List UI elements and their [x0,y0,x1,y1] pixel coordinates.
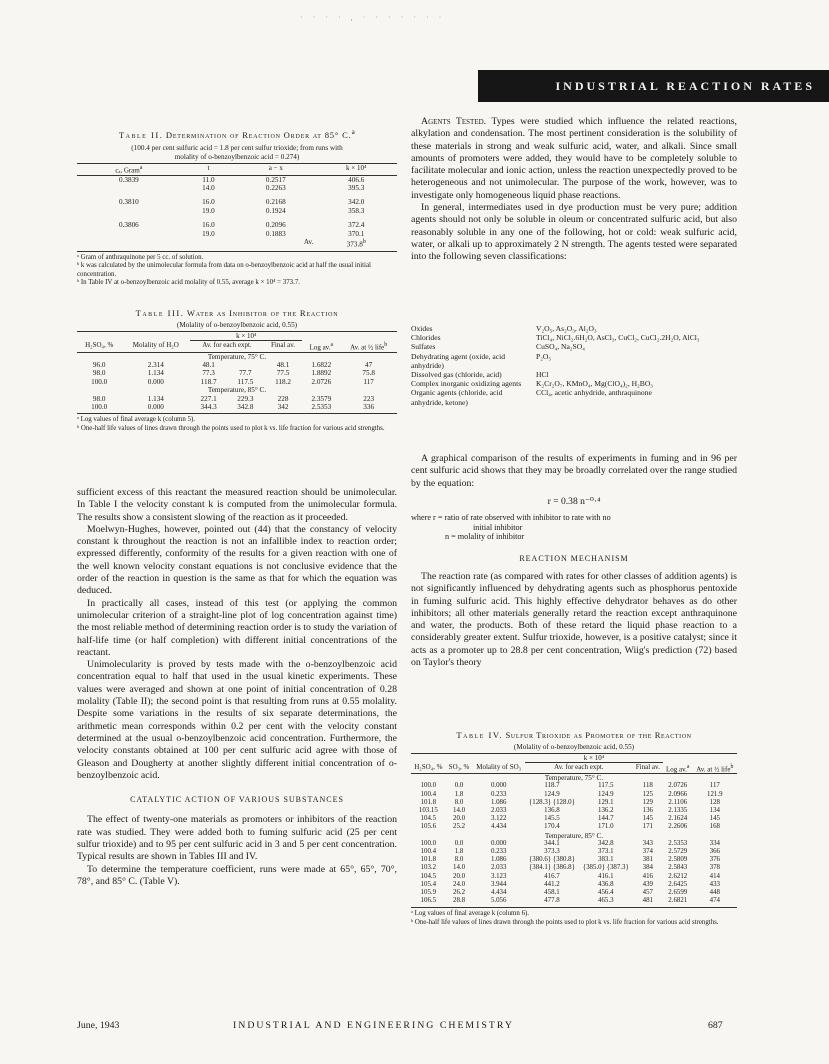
table-cell: 25.2 [453,823,466,831]
temperature-label: Temperature, 85° C. [207,386,267,395]
col-head: Av. for each expt. [554,763,604,772]
table-iii-subnote: (Molality of o-benzoylbenzoic acid, 0.55) [176,321,298,329]
table-cell: 26.2 [453,889,466,897]
table-cell: 2.5843 [668,864,688,872]
table-cell: 414 [709,872,720,880]
table-cell: 2.6425 [668,880,688,888]
table-cell: 2.1624 [668,815,688,823]
table-ii-caption: Determination of Reaction Order at 85° C. [165,129,352,140]
paragraph-lead: Agents Tested. [421,116,487,127]
col-head: Log av.$^a$ [309,341,334,352]
table-average-row [77,238,397,249]
list-item: Organic agents (chloride, acid anhydride, ketone) CCl₄, acetic anhydride, anthraquinone [411,388,652,407]
table-cell: 0.233 [490,848,507,856]
table-cell: {384.1} {386.8} [528,864,575,872]
paragraph: In practically all cases, instead of this test (or applying the common unimolecular criterion of a straight-line plot of log concentration against time) the most reliable method of determining reaction order is to study the variation of half-life time (or half completion) with different initial concentrations of the reactant. [77,597,397,658]
paragraph: sufficient excess of this reactant the measured reaction should be unimolecular. In Table I the velocity constant k is computed from the unimolecular formula. The results show a consistent slowing of the reaction as it proceeded. [77,487,397,523]
table-cell: 448 [709,889,720,897]
table-cell: 134 [709,807,720,815]
table-row [411,823,737,831]
table-cell: 0.000 [490,782,507,790]
table-cell: 136.2 [598,807,614,815]
table-cell: 136.8 [544,807,560,815]
list-item: Dehydrating agent (oxide, acid anhydride) P₂O₅ [411,351,552,370]
table-cell: 481 [642,897,653,905]
table-row [411,864,737,872]
where-r-cont: initial inhibitor [473,522,523,532]
table-cell: 474 [709,897,720,905]
table-cell: 1.086 [490,856,507,864]
table-row [411,799,737,807]
table-cell: 101.8 [420,798,437,806]
table-cell: 384 [642,864,653,872]
table-cell: 100.0 [420,782,437,790]
col-head: H₂SO₄, % [414,762,443,771]
table-ii-col-head: t [207,163,210,172]
table-cell: 100.0 [420,839,437,847]
table-row: 14.0 0.2263 395.3 [202,184,365,192]
table-cell: 3.944 [490,880,507,888]
table-cell: 14.0 [453,864,466,872]
table-cell: 0.0 [454,839,464,847]
col-head: Molality of SO₃ [476,762,522,771]
table-cell: 5.056 [490,897,507,905]
table-cell: 2.033 [490,807,507,815]
table-cell: 168 [709,823,720,831]
table-row: 19.0 0.1924 358.3 [202,206,365,215]
table-cell: 124.9 [544,790,560,798]
table-cell: 117 [709,782,720,790]
paragraph: To determine the temperature coefficient, runs were made at 65°, 65°, 70°, 78°, and 85° C. (Table V). [77,863,397,887]
paragraph: The effect of twenty-one materials as promoters or inhibitors of the reaction rate was studied. They were added both to fuming sulfuric acid (25 per cent sulfur trioxide) and to 95 per cent sulfuric acid in 3 and 5 per cent concentration. Typical results are shown in Tables III and IV. [77,814,397,863]
paragraph: A graphical comparison of the results of experiments in fuming and in 96 per cent sulfuric acid shows that they may be broadly correlated over the range studied by the equation: [411,453,737,489]
table-cell: 1.8 [454,790,464,798]
list-item: Chlorides TiCl₄, NiCl₂.6H₂O, AsCl₃, CuCl₂, CuCl₂.2H₂O, AlCl₃ [411,333,700,343]
table-cell: 0.233 [490,790,507,798]
col-head: Final av. [635,763,660,772]
table-cell: 383.1 [598,856,614,864]
table-iv-subnote: (Molality of o-benzoylbenzoic acid, 0.55) [513,743,635,751]
table-cell: 378 [709,864,720,872]
table-cell: 2.0966 [668,790,688,798]
table-ii-subnote-2: molality of o-benzoylbenzoic acid = 0.274) [174,152,300,161]
table-iii-footnote: ᵃ Log values of final average k (column 5). [77,416,196,424]
table-cell: 2.5729 [668,848,688,856]
table-cell: 8.0 [454,798,464,806]
table-cell: 342.8 [598,839,614,847]
table-cell: 416.7 [544,872,560,880]
k-header: k × 10⁴ [190,332,302,341]
table-row [411,791,737,799]
table-row [411,889,737,897]
table-iv-grid [411,753,737,905]
table-cell: 2.5353 [668,839,688,847]
agents-list [411,324,737,407]
table-cell: 334 [709,839,720,847]
right-body-text [411,116,737,264]
table-cell: 456.4 [598,889,614,897]
table-cell: 2.0726 [668,782,688,790]
table-row: 98.0 1.134 227.1 229.3 228 2.3579 223 [92,394,375,403]
table-cell: 144.7 [598,815,614,823]
table-cell: 171 [642,823,653,831]
table-cell: {128.3} {128.0} [528,798,575,806]
table-cell: 381 [642,856,653,864]
table-cell: 118.7 [544,782,560,790]
table-ii-col-head: a − x [268,163,283,172]
table-ii-footnote: ᵇ k was calculated by the unimolecular formula from data on o-benzoylbenzoic acid at half the usual initial concentration. [77,262,371,278]
table-cell: 136 [642,807,653,815]
table-row [411,840,737,848]
table-cell: 433 [709,880,720,888]
table-row: 96.0 2.314 48.1 48.1 1.6822 47 [92,361,373,370]
table-iv-footnote: ᵃ Log values of final average k (column 6). [411,910,530,918]
table-cell: 3.122 [490,815,507,823]
table-cell: 416.1 [598,872,614,880]
table-cell: 373.3 [544,848,560,856]
right-body-text-2 [411,453,737,669]
table-cell: 4.434 [490,823,507,831]
paragraph: The reaction rate (as compared with rates for other classes of addition agents) is not significantly influenced by dehydrating agents such as phosphorus pentoxide in fuming sulfuric acid. This highly effective dehydrator behaves as do other inhibitors; all other materials generally retard the reaction except anthraquinone and water, the products. Both of these retard the liquid phase reaction to a considerably greater extent. Sulfur trioxide, however, is a positive catalyst; since it acts as a promoter up to 28.8 per cent concentration, Wiig's prediction (72) based on Taylor's theory [411,570,737,669]
paragraph: Agents Tested. Types were studied which influence the related reactions, alkylation and condensation. The most pertinent consideration is the solubility of these materials in strong and weak sulfuric acid, water, and alkali. Since small amounts of promoters were added, they would have to be completely soluble to facilitate molecular and ionic action, unless the reaction unexpectedly proved to be heterogeneous and not unimolecular. The purpose of the work, however, was to investigate only homogeneous liquid phase reactions. [411,116,737,201]
table-row: 98.0 1.134 77.3 77.7 77.5 1.8892 75.8 [92,369,375,378]
table-iii [77,308,397,433]
where-n: n = molality of inhibitor [445,532,525,542]
col-head: H₂SO₄, % [85,340,114,349]
table-cell: 100.4 [420,790,437,798]
table-cell: 121.9 [707,790,723,798]
running-title: INDUSTRIAL REACTION RATES [555,78,815,93]
temperature-label: Temperature, 75° C. [207,352,267,361]
table-ii-subnote-1: (100.4 per cent sulfuric acid = 1.8 per cent sulfur trioxide; from runs with [131,143,343,152]
table-cell: 3.123 [490,872,507,880]
col-head: SO₃, % [448,762,470,771]
table-iv [411,730,737,927]
table-cell: 2.2606 [668,823,688,831]
table-row [411,807,737,815]
table-cell: 2.033 [490,864,507,872]
table-cell: 477.8 [544,897,560,905]
footer-date: June, 1943 [77,1020,120,1031]
table-cell: 373.1 [598,848,614,856]
table-row: 19.0 0.1883 370.1 [202,229,365,238]
table-cell: 171.0 [598,823,614,831]
table-ii [77,128,397,287]
table-iii-grid [77,331,397,411]
table-cell: 103.2 [420,864,437,872]
table-cell: {385.0} {387.3} [582,864,629,872]
table-row: 0.3839 11.0 0.2517 406.6 [77,175,397,184]
table-row [411,856,737,864]
paragraph: Moelwyn-Hughes, however, pointed out (44) that the constancy of velocity constant k throughout the reaction is not an infallible index to reaction order; expressed differently, conformity of the results for a given reaction with one of the well known velocity constant equations is not conclusive evidence that the order of the reaction in question is the same as that for which the equation was deduced. [77,523,397,597]
table-iv-footnote: ᵇ One-half life values of lines drawn through the points used to plot k vs. life fraction for various acid strengths. [411,918,719,926]
table-cell: 128 [709,798,720,806]
scan-artifact: · · · · , · · · · · · · [300,13,446,22]
table-cell: 2.6212 [668,872,688,880]
table-cell: 343 [642,839,653,847]
table-cell: 104.5 [420,872,437,880]
table-row [411,897,737,905]
table-cell: 2.1106 [668,798,688,806]
table-cell: 458.1 [544,889,560,897]
running-header [478,70,829,102]
table-cell: 436.8 [598,880,614,888]
table-cell: 2.6821 [668,897,688,905]
table-row [411,873,737,881]
table-cell: 20.0 [453,815,466,823]
list-item: Dissolved gas (chloride, acid) HCl [411,370,549,380]
table-cell: 416 [642,872,653,880]
table-cell: 2.1335 [668,807,688,815]
table-cell: 118 [642,782,653,790]
k-header: k × 10⁴ [525,754,663,763]
table-cell: 4.434 [490,889,507,897]
table-cell: 129 [642,798,653,806]
table-cell: 8.0 [454,856,464,864]
table-cell: 117.5 [598,782,614,790]
table-cell: 105.6 [420,823,437,831]
table-cell: 374 [642,848,653,856]
table-cell: 106.5 [420,897,437,905]
section-heading: CATALYTIC ACTION OF VARIOUS SUBSTANCES [130,795,344,805]
average-label: Av. [303,238,314,247]
table-cell: 145.5 [544,815,560,823]
table-iv-title [411,730,737,740]
col-head: Molality of H₂O [132,340,179,349]
table-ii-grid [77,163,397,249]
table-cell: 457 [642,889,653,897]
table-cell: 100.4 [420,848,437,856]
table-iii-title [77,308,397,318]
table-cell: 170.4 [544,823,560,831]
where-r: where r = ratio of rate observed with inhibitor to rate with no [411,513,611,523]
list-item: Oxides V₂O₅, As₂O₃, Al₂O₃ [411,324,597,333]
table-cell: 125 [642,790,653,798]
table-cell: 441.2 [544,880,560,888]
table-ii-footnote: ᵃ Gram of anthraquinone per 5 cc. of solution. [77,253,204,261]
table-cell: 28.8 [453,897,466,905]
table-cell: 103.15 [418,807,438,815]
table-row: 0.3810 16.0 0.2168 342.0 [118,198,365,207]
col-head: Av. for each expt. [202,341,252,350]
table-cell: 465.3 [598,897,614,905]
paragraph: In general, intermediates used in dye production must be very pure; addition agents should not only be soluble in oleum or concentrated sulfuric acid, but also reasonably soluble in any one of the following, hot or cold: weak sulfuric acid, water, or alkali up to approximately 2 N strength. The agents tested were separated into the following seven classifications: [411,202,737,263]
table-row: 0.3806 16.0 0.2096 372.4 [118,221,365,230]
table-cell: 20.0 [453,872,466,880]
table-cell: 124.9 [598,790,614,798]
col-head: Log av.$^a$ [665,763,690,774]
table-ii-title-sup: a [351,128,356,136]
table-ii-title [77,128,397,140]
table-iii-footnote: ᵇ One-half life values of lines drawn through the points used to plot k vs. life fraction for various acid strengths. [77,424,385,432]
equation: r = 0.38 n⁻⁰·⁴ [547,495,601,507]
table-row [411,881,737,889]
table-cell: 0.0 [454,782,464,790]
table-cell: 0.000 [490,839,507,847]
temperature-label: Temperature, 85° C. [544,831,604,840]
table-cell: 105.9 [420,889,437,897]
table-cell: 439 [642,880,653,888]
table-row [411,782,737,790]
table-row: 100.0 0.000 344.3 342.8 342 2.5353 336 [91,403,375,412]
table-row: 100.0 0.000 118.7 117.5 118.2 2.0726 117 [91,377,374,386]
temperature-label: Temperature, 75° C. [544,774,604,783]
table-ii-col-head: cₐ, Gram$^a$ [115,164,143,175]
table-iii-label: Table III. [135,308,185,318]
average-value: 373.8$^b$ [346,239,366,249]
table-cell: 24.0 [453,880,466,888]
table-cell: 105.4 [420,880,437,888]
table-cell: 376 [709,856,720,864]
table-iii-caption: Water as Inhibitor of the Reaction [186,308,339,318]
left-body-text [77,487,397,888]
table-cell: 145 [709,815,720,823]
table-ii-col-head: k × 10⁴ [346,163,367,172]
col-head: Av. at ½ life$^b$ [350,341,388,352]
table-cell: 366 [709,848,720,856]
table-row [411,815,737,823]
table-cell: 101.8 [420,856,437,864]
footer-journal: INDUSTRIAL AND ENGINEERING CHEMISTRY [233,1020,514,1031]
paragraph: Unimolecularity is proved by tests made with the o-benzoylbenzoic acid concentration equal to half that used in the usual kinetic experiments. These values were averaged and shown at one point of initial concentration of 0.28 molality (Table II); the second point is that resulting from runs at 0.55 molality. Despite some variations in the results of six separate determinations, the arithmetic mean corresponds within 0.2 per cent with the velocity constant determined at the usual o-benzoylbenzoic acid concentration. Furthermore, the velocity constants obtained at 100 per cent sulfuric acid agree with those of Gleason and Dougherty at another slightly different initial concentration of o-benzoylbenzoic acid. [77,659,397,781]
col-head: Final av. [271,341,296,350]
table-cell: 1.086 [490,798,507,806]
table-cell: 1.8 [454,848,464,856]
table-cell: 344.1 [544,839,560,847]
table-cell: 14.0 [453,807,466,815]
table-cell: 104.5 [420,815,437,823]
table-cell: 2.6599 [668,889,688,897]
list-item: Sulfates CuSO₄, Na₂SO₄ [411,342,585,352]
page-number: 687 [708,1020,723,1031]
table-iv-label: Table IV. [456,730,504,740]
col-head: Av. at ½ life$^b$ [696,763,734,774]
table-cell: 129.1 [598,798,614,806]
table-row [411,848,737,856]
list-item: Complex inorganic oxidizing agents K₂Cr₂O₇, KMnO₄, Mg(ClO₄)₂, H₂BO₃ [411,379,653,389]
table-cell: {380.6} {380.8} [528,856,575,864]
table-cell: 2.5809 [668,856,688,864]
table-cell: 145 [642,815,653,823]
section-heading: REACTION MECHANISM [519,553,629,563]
table-ii-footnote: ᵇ In Table IV at o-benzoylbenzoic acid molality of 0.55, average k × 10⁴ = 373.7. [77,279,301,287]
table-iv-caption: Sulfur Trioxide as Promoter of the Reaction [505,730,692,740]
table-ii-label: Table II. [118,129,164,140]
